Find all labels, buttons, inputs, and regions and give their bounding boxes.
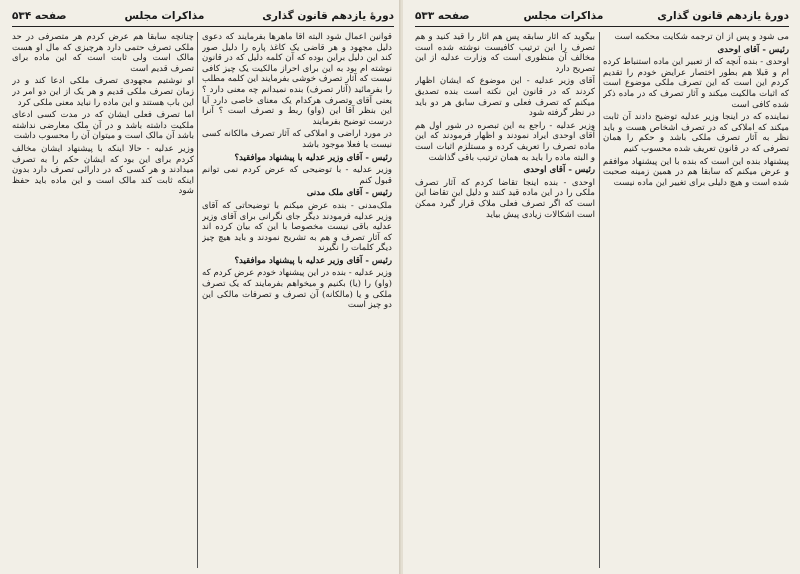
paragraph: وزیر عدلیه - راجع به این تبصره در شور اول هم آقای اوحدی ایراد نمودند و اظهار فرمودند که این ماده تصرف را تعریف کرده و مستلزم اثبات است و البته ماده را باید به همان ترتیب باقی گذاشت: [415, 120, 595, 163]
paragraph: نماینده که در اینجا وزیر عدلیه توضیح دادند آن ثابت میکند که املاکی که در تصرف اشخاص هست و باید نظر به آثار تصرف ملکی باشد و حکم را همان تصرفی که در قانون تعریف شده محسوب کنیم: [603, 112, 789, 154]
right-page-right-column: [603, 32, 789, 568]
paragraph: قوانین اعمال شود البته آقا ماهرها بفرمایند که دعوی دلیل مجهود و هر قاضی یک کاغذ پاره را دلیل صور کند این دلیل براین بوده که آن کلمه دلیل که در قانون نوشته ام بود به این برای احراز مالکیت یک چیز کافی نیست که آثار تصرف خوشی بفرمایند این کلمه مطلب را بفرمائید (آثار تصرف) بنده نمیدانم چه معنی دارد ؟ یعنی آقای وتصرف هرکدام یک معنای خاصی دارد آیا این بنظر آقا این (واو) ربط و تصرف است ؟ آنرا درست توضیح بفرمایند: [202, 32, 392, 127]
paragraph: می شود و پس از آن ترجمه شکایت محکمه است: [614, 32, 789, 42]
paragraph: وزیر عدلیه - با توضیحی که عرض کردم نمی توانم قبول کنم: [202, 165, 392, 186]
right-column-rule: [599, 32, 600, 568]
right-header-title-center: مذاکرات مجلس: [523, 10, 604, 22]
left-page-left-column: [12, 32, 194, 568]
paragraph: رئیس - آقای اوحدی: [523, 165, 595, 176]
left-header-title-center: مذاکرات مجلس: [124, 10, 205, 22]
paragraph: بیگوید که آثار سابقه پس هم آثار را قید کنید و هم تصرف را این ترتیب کافیست نوشته شده است مخالف آن منظوری است که وزارت عدلیه از این تصریح دارد: [415, 32, 595, 74]
paragraph: ملک‌مدنی - بنده عرض میکنم با توضیحاتی که آقای وزیر عدلیه فرمودند دیگر جای نگرانی برای آقای وزیر عدلیه باقی نیست مخصوصا با این که بیان کرده اند که آثار تصرف و هم به تشریح نمودند و باید هیچ چیز دیگر کلمات را نگیرند: [202, 200, 392, 254]
left-column-rule: [197, 32, 198, 568]
paragraph: رئیس - آقای ملک مدنی: [306, 188, 392, 199]
right-header-title-right: دورهٔ یازدهم قانون گذاری: [657, 10, 789, 22]
left-page-header: [12, 6, 394, 27]
left-header-title-right: دورهٔ یازدهم قانون گذاری: [262, 10, 394, 22]
paragraph: در مورد اراضی و املاکی که آثار تصرف مالکانه کسی نیست یا فعلا موجود باشد: [202, 129, 392, 150]
paragraph: وزیر عدلیه - حالا اینکه با پیشنهاد ایشان مخالف کردم برای این بود که ایشان حکم را به تصرف میدادند و هر کسی که در دارائی تصرف دارد بدون اینکه ثابت کند مالک است و این ماده باید حفظ شود: [12, 143, 194, 197]
right-page-left-column: [415, 32, 595, 568]
paragraph: آقای وزیر عدلیه - این موضوع که ایشان اظهار کردند که در قانون این نکته است بنده تصدیق میکنم که تصرف فعلی و تصرف سابق هر دو باید در نظر گرفته شود: [415, 76, 595, 119]
paragraph: او نوشتیم مجهودی تصرف ملکی ادعا کند و در زمان تصرف ملکی قدیم و هر یک از این دو امر در این باب هستند و این ماده را نباید معنی ملکی کرد: [12, 76, 194, 108]
paragraph: اما تصرف فعلی ایشان که در مدت کسی ادعای ملکیت داشته باشد و در آن ملک معارضی نداشته باشد آن مالک است و میتوان آن را محسوب داشت: [12, 110, 194, 142]
left-header-page-label: صفحه ۵۳۴: [12, 10, 67, 22]
paragraph: رئیس - آقای وزیر عدلیه با پیشنهاد موافقید؟: [234, 152, 392, 163]
paragraph: رئیس - آقای اوحدی: [717, 44, 789, 55]
paragraph: اوحدی - بنده اینجا تقاضا کردم که آثار تصرف ملکی را در این ماده قید کنند و دلیل این تقاضا این است که اگر تصرف فعلی ملاک قرار گیرد ممکن است اشکالات زیادی پیش بیاید: [415, 177, 595, 220]
paragraph: وزیر عدلیه - بنده در این پیشنهاد خودم عرض کردم که (واو) را (یا) بکنیم و میخواهم بفرمایند که یک تصرف ملکی و یا (مالکانه) آن تصرف و تصرفات مالکی این دو چیز است: [202, 268, 392, 311]
left-page-right-column: [202, 32, 392, 568]
right-page: [403, 0, 800, 574]
paragraph: چنانچه سابقا هم عرض کردم هر متصرفی در حد ملکی تصرف حتمی دارد هرچیزی که مال او هست مالک است ولی ثابت است که این ماده برای تصرف قدیم است: [12, 32, 194, 74]
right-header-page-label: صفحه ۵۳۳: [415, 10, 470, 22]
paragraph: اوحدی - بنده آنچه که از تعبیر این ماده استنباط کرده ام و قبلا هم بطور اختصار عرایض خودم را تقدیم کردم این است که این تصرف ملکی موضوع است که اثبات مالکیت میکند و آثار تصرف که در ماده ذکر شده کافی است: [603, 57, 789, 110]
paragraph: رئیس - آقای وزیر عدلیه با پیشنهاد موافقید؟: [234, 255, 392, 266]
right-page-header: [415, 6, 789, 27]
paragraph: پیشنهاد بنده این است که بنده با این پیشنهاد موافقم و عرض میکنم که سابقا هم در همین زمینه صحبت شده است و هیچ دلیلی برای تغییر این ماده نیست: [603, 156, 789, 188]
